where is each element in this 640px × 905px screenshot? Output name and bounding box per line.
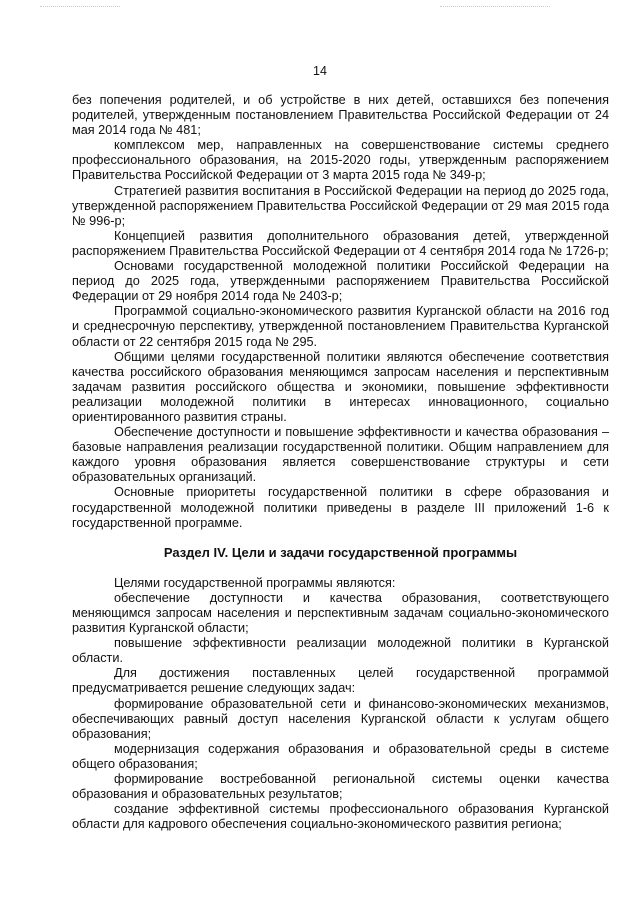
paragraph: Программой социально-экономического развития Курганской области на 2016 год и среднесрочную перспективу, утвержденной постановлением Правительства Курганской области от 22 сентября 2015 года № 295.: [72, 304, 609, 349]
paragraph: Основами государственной молодежной политики Российской Федерации на период до 2025 года, утвержденными распоряжением Правительства Российской Федерации от 29 ноября 2014 года № 2403-р;: [72, 259, 609, 304]
paragraph: обеспечение доступности и качества образования, соответствующего меняющимся запросам населения и перспективным задачам социально-экономического развития Курганской области;: [72, 590, 609, 636]
paragraph: Общими целями государственной политики являются обеспечение соответствия качества российского образования меняющимся запросам населения и перспективным задачам развития российского общества и экономики, повышение эффективности реализации молодежной политики в интересах инновационного, социально ориентированного развития страны.: [72, 349, 609, 424]
paragraph: формирование востребованной региональной системы оценки качества образования и образовательных результатов;: [72, 772, 609, 802]
paragraph: формирование образовательной сети и финансово-экономических механизмов, обеспечивающих равный доступ населения Курганской области к услугам общего образования;: [72, 696, 609, 741]
document-body: [72, 93, 609, 832]
paragraph: без попечения родителей, и об устройстве в них детей, оставшихся без попечения родителей, утвержденным постановлением Правительства Российской Федерации от 24 мая 2014 года № 481;: [72, 93, 609, 138]
paragraph: повышение эффективности реализации молодежной политики в Курганской области.: [72, 636, 609, 666]
paragraph: комплексом мер, направленных на совершенствование системы среднего профессионального образования, на 2015-2020 годы, утвержденным распоряжением Правительства Российской Федерации от 3 марта 2015 года № 349-р;: [72, 138, 609, 183]
paragraph: создание эффективной системы профессионального образования Курганской области для кадрового обеспечения социально-экономического развития региона;: [72, 802, 609, 832]
paragraph: модернизация содержания образования и образовательной среды в системе общего образования;: [72, 741, 609, 771]
paragraph: Целями государственной программы являются:: [114, 575, 396, 590]
paragraph: Стратегией развития воспитания в Российской Федерации на период до 2025 года, утвержденной распоряжением Правительства Российской Федерации от 29 мая 2015 года № 996-р;: [72, 183, 609, 228]
page-number: 14: [313, 64, 327, 78]
section-heading: Раздел IV. Цели и задачи государственной программы: [163, 544, 518, 560]
paragraph: Обеспечение доступности и повышение эффективности и качества образования – базовые направления реализации государственной политики. Общим направлением для каждого уровня образования является совершенствование структуры и сети образовательных организаций.: [72, 425, 609, 485]
scan-artifact: [440, 6, 550, 9]
scan-artifact: [40, 6, 120, 9]
paragraph: Основные приоритеты государственной политики в сфере образования и государственной молодежной политики приведены в разделе III приложений 1-6 к государственной программе.: [72, 485, 609, 530]
paragraph: Для достижения поставленных целей государственной программой предусматривается решение следующих задач:: [72, 666, 609, 696]
paragraph: Концепцией развития дополнительного образования детей, утвержденной распоряжением Правительства Российской Федерации от 4 сентября 2014 года № 1726-р;: [72, 228, 609, 258]
